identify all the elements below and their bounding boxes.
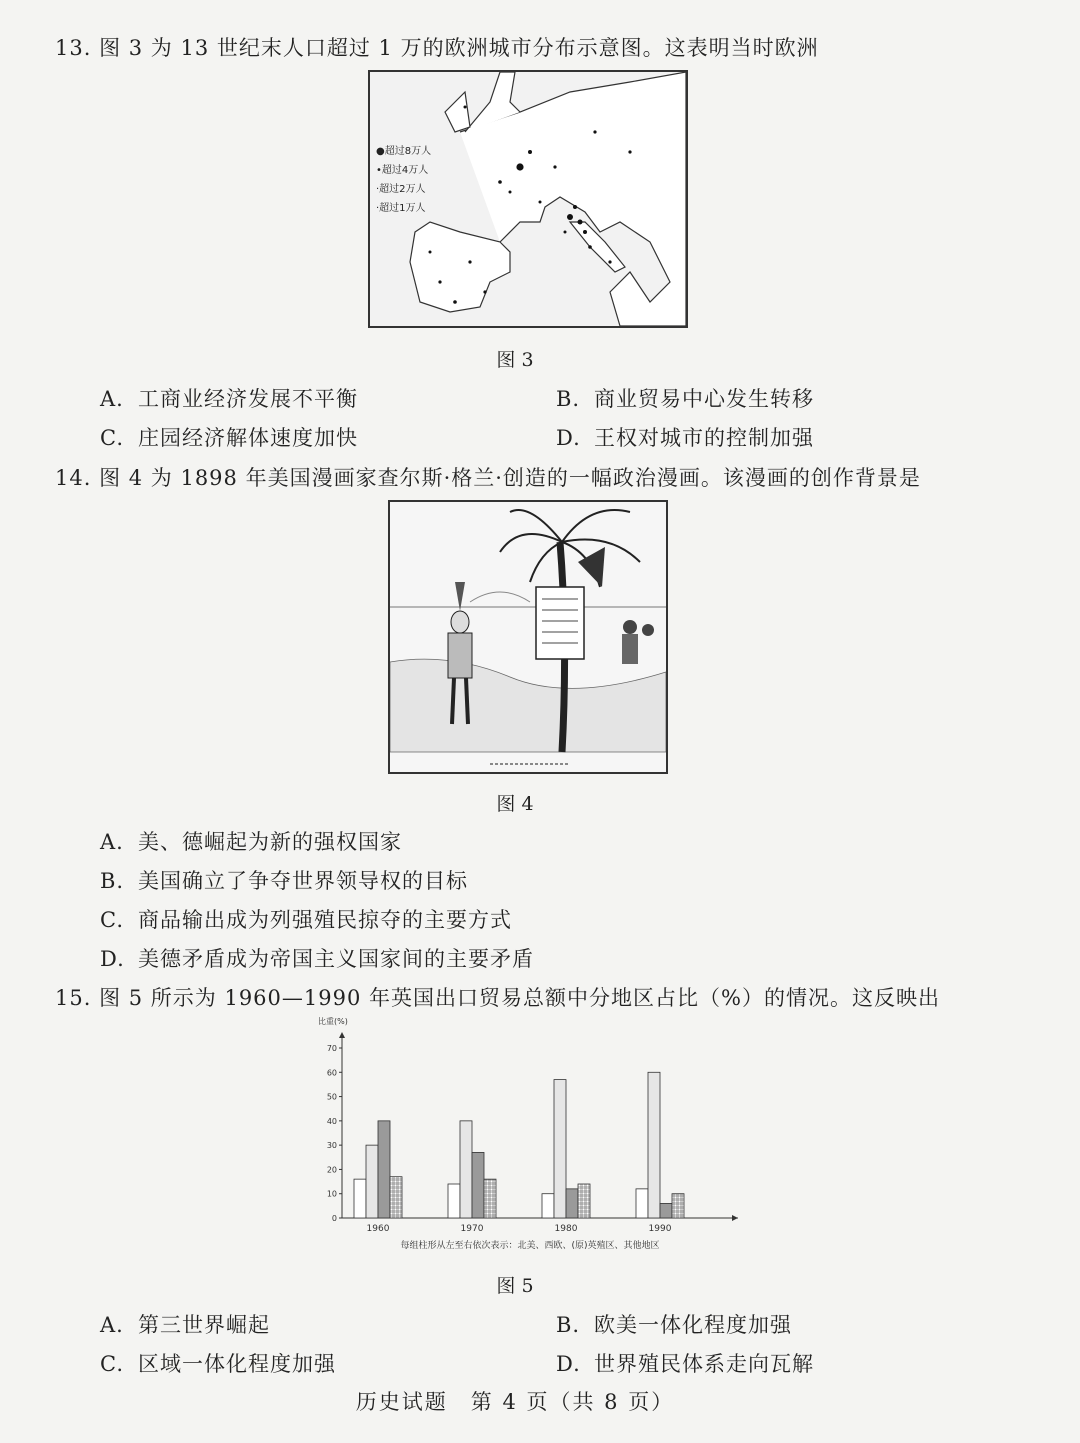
q13-option-a[interactable] (100, 383, 358, 413)
option-label: D. (556, 1352, 581, 1376)
y-tick-label: 60 (326, 1068, 337, 1078)
figure-3-map (368, 70, 688, 328)
y-tick-label: 0 (331, 1214, 337, 1223)
bar (542, 1194, 554, 1218)
bar (554, 1080, 566, 1218)
option-text: 美、德崛起为新的强权国家 (138, 830, 402, 854)
bar (448, 1184, 460, 1218)
option-label: A. (100, 387, 124, 411)
option-label: C. (100, 426, 124, 450)
q14-option-c[interactable] (100, 904, 512, 934)
bar (672, 1194, 684, 1218)
bar (648, 1072, 660, 1218)
x-tick-label: 1980 (554, 1224, 578, 1234)
y-tick-label: 30 (326, 1141, 337, 1151)
option-text: 美德矛盾成为帝国主义国家间的主要矛盾 (138, 947, 534, 971)
x-tick-label: 1960 (366, 1224, 390, 1234)
page-footer: 历史试题 第 4 页（共 8 页） (355, 1390, 675, 1414)
q15-option-b[interactable] (556, 1309, 792, 1339)
option-text: 欧美一体化程度加强 (594, 1313, 792, 1337)
question-15-stem: 15. 图 5 所示为 1960—1990 年英国出口贸易总额中分地区占比（%）的情况。这反映出 (55, 986, 940, 1010)
y-axis-label: 比重(%) (318, 1017, 348, 1026)
option-label: D. (100, 947, 125, 971)
legend-item-20k: ·超过2万人 (376, 184, 426, 195)
option-text: 世界殖民体系走向瓦解 (594, 1352, 814, 1376)
option-label: D. (556, 426, 581, 450)
option-text: 区域一体化程度加强 (138, 1352, 336, 1376)
q15-option-d[interactable] (556, 1348, 814, 1378)
bar (636, 1189, 648, 1218)
bar (484, 1179, 496, 1218)
q13-option-d[interactable] (556, 422, 814, 452)
q13-option-b[interactable] (556, 383, 814, 413)
option-label: B. (556, 1313, 581, 1337)
option-text: 商品输出成为列强殖民掠夺的主要方式 (138, 908, 512, 932)
figure-5-caption: 图 5 (496, 1275, 534, 1297)
bar (660, 1203, 672, 1218)
y-tick-label: 40 (326, 1116, 337, 1126)
option-label: A. (100, 1313, 124, 1337)
y-tick-label: 50 (326, 1092, 337, 1102)
q14-option-b[interactable] (100, 865, 468, 895)
y-axis-arrow (339, 1032, 345, 1038)
bar (366, 1145, 378, 1218)
figure-5-chart (300, 1010, 760, 1260)
figure-4-cartoon (388, 500, 668, 774)
political-cartoon-drawing (390, 502, 666, 772)
map-legend (376, 142, 431, 218)
option-text: 第三世界崛起 (138, 1313, 270, 1337)
option-label: B. (100, 869, 125, 893)
option-label: A. (100, 830, 124, 854)
option-label: C. (100, 908, 124, 932)
option-text: 商业贸易中心发生转移 (594, 387, 814, 411)
option-text: 庄园经济解体速度加快 (138, 426, 358, 450)
bar (390, 1177, 402, 1218)
question-13-stem: 13. 图 3 为 13 世纪末人口超过 1 万的欧洲城市分布示意图。这表明当时欧洲 (55, 36, 819, 60)
q15-option-c[interactable] (100, 1348, 336, 1378)
legend-item-10k: ·超过1万人 (376, 203, 426, 214)
legend-item-80k: ●超过8万人 (376, 146, 432, 157)
option-label: C. (100, 1352, 124, 1376)
bar (578, 1184, 590, 1218)
q14-option-d[interactable] (100, 943, 534, 973)
q14-option-a[interactable] (100, 826, 402, 856)
bar (460, 1121, 472, 1218)
q13-option-c[interactable] (100, 422, 358, 452)
bar-chart-svg (300, 1010, 760, 1260)
bar (378, 1121, 390, 1218)
option-text: 王权对城市的控制加强 (594, 426, 814, 450)
chart-legend-note: 每组柱形从左至右依次表示：北美、西欧、(原)英殖区、其他地区 (400, 1241, 660, 1251)
x-axis-arrow (732, 1215, 738, 1221)
y-tick-label: 20 (326, 1165, 337, 1175)
y-tick-label: 70 (326, 1044, 337, 1053)
q15-option-a[interactable] (100, 1309, 270, 1339)
y-tick-label: 10 (326, 1189, 337, 1199)
figure-4-caption: 图 4 (496, 793, 534, 815)
option-text: 工商业经济发展不平衡 (138, 387, 358, 411)
option-label: B. (556, 387, 581, 411)
bar (566, 1189, 578, 1218)
figure-3-caption: 图 3 (496, 349, 534, 371)
bar (354, 1179, 366, 1218)
option-text: 美国确立了争夺世界领导权的目标 (138, 869, 468, 893)
legend-item-40k: •超过4万人 (376, 165, 429, 176)
bar (472, 1152, 484, 1218)
x-tick-label: 1970 (460, 1224, 484, 1234)
question-14-stem: 14. 图 4 为 1898 年美国漫画家查尔斯·格兰·创造的一幅政治漫画。该漫画的创作背景是 (55, 466, 921, 490)
x-tick-label: 1990 (648, 1224, 672, 1234)
